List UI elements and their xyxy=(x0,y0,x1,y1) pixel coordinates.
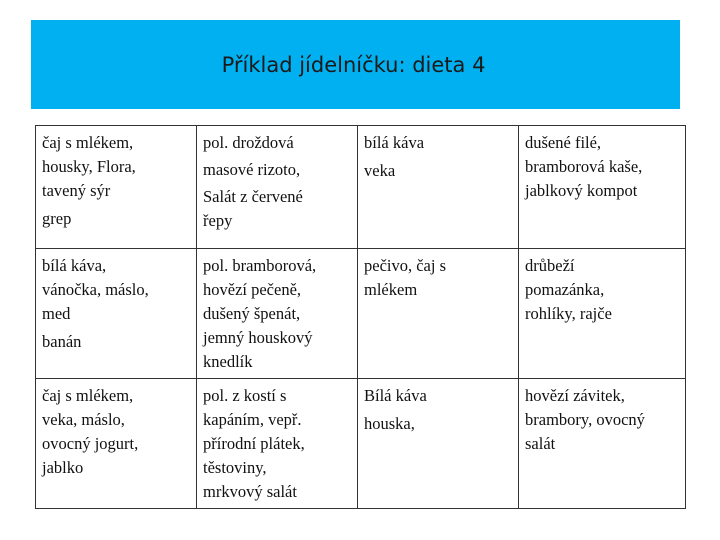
cell-line: mlékem xyxy=(364,280,418,299)
page-title: Příklad jídelníčku: dieta 4 xyxy=(221,52,486,77)
cell-line: Salát z červené xyxy=(203,187,303,206)
table-cell xyxy=(197,126,358,249)
table-cell xyxy=(358,249,519,379)
cell-line: pol. z kostí s xyxy=(203,386,287,405)
cell-line: houska, xyxy=(364,414,415,433)
cell-line: hovězí závitek, xyxy=(525,386,625,405)
cell-line: jemný houskový xyxy=(203,328,313,347)
cell-line: veka, máslo, xyxy=(42,410,125,429)
cell-line: hovězí pečeně, xyxy=(203,280,302,299)
cell-line: drůbeží xyxy=(525,256,575,275)
menu-table xyxy=(35,125,686,509)
table-cell xyxy=(358,126,519,249)
cell-line: Bílá káva xyxy=(364,386,427,405)
cell-line: pol. bramborová, xyxy=(203,256,317,275)
cell-line: housky, Flora, xyxy=(42,157,136,176)
cell-line: dušený špenát, xyxy=(203,304,301,323)
cell-line: rohlíky, rajče xyxy=(525,304,612,323)
cell-line: tavený sýr xyxy=(42,181,111,200)
table-row xyxy=(36,249,686,379)
cell-line: čaj s mlékem, xyxy=(42,386,134,405)
title-banner xyxy=(31,20,680,109)
cell-line: salát xyxy=(525,434,556,453)
cell-line: grep xyxy=(42,209,72,228)
table-cell xyxy=(519,379,686,509)
cell-line: dušené filé, xyxy=(525,133,602,152)
table-cell xyxy=(36,249,197,379)
cell-line: bílá káva xyxy=(364,133,425,152)
cell-line: mrkvový salát xyxy=(203,482,297,501)
cell-line: čaj s mlékem, xyxy=(42,133,134,152)
cell-line: ovocný jogurt, xyxy=(42,434,139,453)
cell-line: přírodní plátek, xyxy=(203,434,305,453)
cell-line: bramborová kaše, xyxy=(525,157,643,176)
table-row xyxy=(36,379,686,509)
cell-line: banán xyxy=(42,332,82,351)
table-cell xyxy=(197,379,358,509)
table-cell xyxy=(519,126,686,249)
cell-line: brambory, ovocný xyxy=(525,410,645,429)
cell-line: jablko xyxy=(42,458,84,477)
table-cell xyxy=(358,379,519,509)
cell-line: knedlík xyxy=(203,352,253,371)
cell-line: řepy xyxy=(203,211,233,230)
cell-line: masové rizoto, xyxy=(203,160,301,179)
table-row xyxy=(36,126,686,249)
cell-line: kapáním, vepř. xyxy=(203,410,302,429)
table-cell xyxy=(36,126,197,249)
cell-line: těstoviny, xyxy=(203,458,267,477)
table-cell xyxy=(36,379,197,509)
cell-line: pečivo, čaj s xyxy=(364,256,447,275)
cell-line: jablkový kompot xyxy=(525,181,638,200)
cell-line: pol. droždová xyxy=(203,133,294,152)
cell-line: med xyxy=(42,304,71,323)
cell-line: vánočka, máslo, xyxy=(42,280,149,299)
table-cell xyxy=(519,249,686,379)
table-cell xyxy=(197,249,358,379)
cell-line: bílá káva, xyxy=(42,256,107,275)
cell-line: veka xyxy=(364,161,396,180)
cell-line: pomazánka, xyxy=(525,280,605,299)
